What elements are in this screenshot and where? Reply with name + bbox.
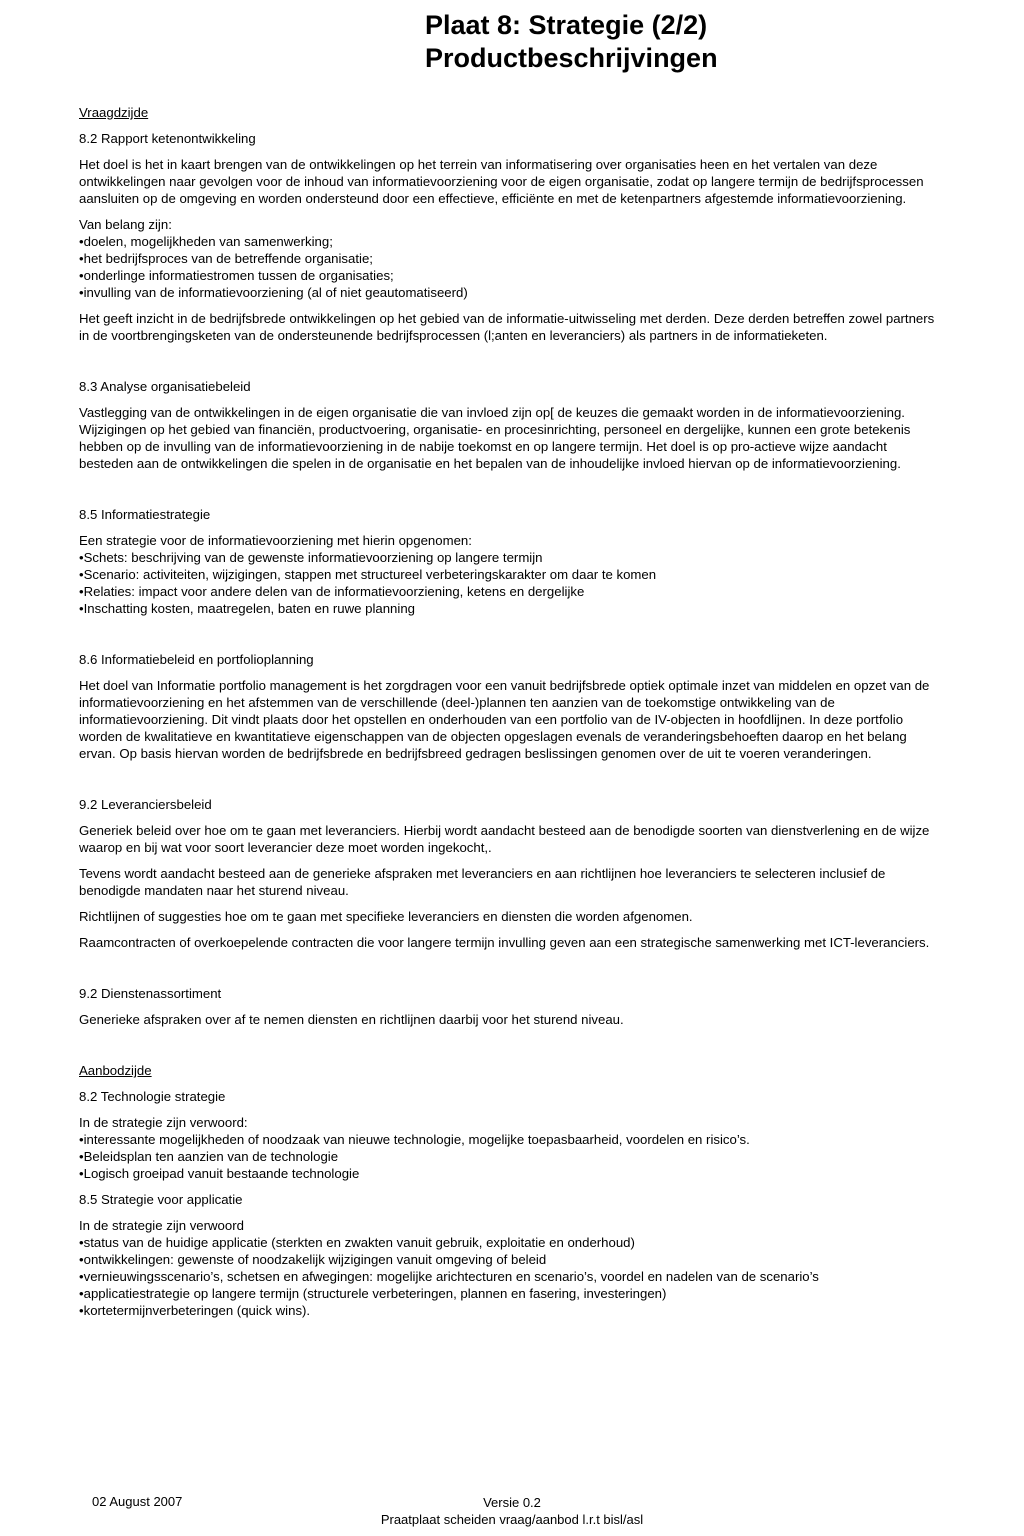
list-intro: Een strategie voor de informatievoorziening met hierin opgenomen: — [79, 533, 472, 548]
section-heading-vraagzijde: Vraagdzijde — [79, 105, 149, 120]
list-item: •Schets: beschrijving van de gewenste informatievoorziening op langere termijn — [79, 550, 543, 565]
paragraph: Richtlijnen of suggesties hoe om te gaan met specifieke leveranciers en diensten die worden afgenomen. — [79, 909, 693, 924]
section-title-8-6: 8.6 Informatiebeleid en portfolioplanning — [79, 652, 314, 667]
bullet-list — [79, 1114, 939, 1182]
list-item: •doelen, mogelijkheden van samenwerking; — [79, 234, 333, 249]
paragraph: Het doel van Informatie portfolio management is het zorgdragen voor een vanuit bedrijfsbrede optiek optimale inzet van middelen en opzet van de informatievoorziening en het afstemmen van de verschillende (deel-)plannen ten aanzien van de toekomstige ontwikkeling van de informatievoorziening. Dit vindt plaats door het opstellen en onderhouden van een portfolio van de IV-objecten in hoofdlijnen. In deze portfolio worden de kwalitatieve en kwantitatieve eigenschappen van de objecten opgeslagen evenals de veranderingsbehoeften daarop en het belang ervan. Op basis hiervan worden de bedrijfsbrede en bedrijfsbreed gedragen beslissingen genomen over de uit te voeren veranderingen. — [79, 678, 930, 761]
list-item: •invulling van de informatievoorziening (al of niet geautomatiseerd) — [79, 285, 468, 300]
list-item: •ontwikkelingen: gewenste of noodzakelijk wijzigingen vanuit omgeving of beleid — [79, 1252, 547, 1267]
list-item: •interessante mogelijkheden of noodzaak van nieuwe technologie, mogelijke toepasbaarheid, voordelen en risico’s. — [79, 1132, 750, 1147]
paragraph: Raamcontracten of overkoepelende contracten die voor langere termijn invulling geven aan een strategische samenwerking met ICT-leveranciers. — [79, 935, 930, 950]
list-intro: Van belang zijn: — [79, 217, 172, 232]
title-line-2: Productbeschrijvingen — [425, 43, 718, 73]
list-item: •applicatiestrategie op langere termijn (structurele verbeteringen, plannen en fasering, investeringen) — [79, 1286, 667, 1301]
footer-date: 02 August 2007 — [92, 1494, 183, 1509]
list-item: •vernieuwingsscenario’s, schetsen en afwegingen: mogelijke arichtecturen en scenario’s, voordel en nadelen van de scenario’s — [79, 1269, 819, 1284]
paragraph: Het geeft inzicht in de bedrijfsbrede ontwikkelingen op het gebied van de informatie-uitwisseling met derden. Deze derden betreffen zowel partners in de voortbrengingsketen van de ondersteunende bedrijfsprocessen (l;anten en leveranciers) als partners in de informatieketen. — [79, 311, 935, 343]
paragraph: Generiek beleid over hoe om te gaan met leveranciers. Hierbij wordt aandacht besteed aan de benodigde soorten van dienstverlening en de wijze waarop en bij wat voor soort leverancier deze moet worden ingekocht,. — [79, 823, 930, 855]
paragraph: Tevens wordt aandacht besteed aan de generieke afspraken met leveranciers en aan richtlijnen hoe leveranciers te selecteren inclusief de benodigde mandaten naar het sturend niveau. — [79, 866, 886, 898]
footer-info — [0, 1494, 1024, 1528]
bullet-list — [79, 1217, 939, 1319]
bullet-list — [79, 216, 939, 301]
section-title-8-5-informatiestrategie: 8.5 Informatiestrategie — [79, 507, 211, 522]
section-title-9-2-dienstenassortiment: 9.2 Dienstenassortiment — [79, 986, 222, 1001]
title-line-1: Plaat 8: Strategie (2/2) — [425, 10, 708, 40]
paragraph: Het doel is het in kaart brengen van de ontwikkelingen op het terrein van informatisering over organisaties heen en het vertalen van deze ontwikkelingen naar gevolgen voor de inhoud van informatievoorziening voor de eigen organisatie, zodat op langere termijn de bedrijfsprocessen aansluiten op de omgeving en worden ondersteund door een effectieve, efficiënte en met de ketenpartners afgestemde informatievoorziening. — [79, 157, 924, 206]
footer-subtitle: Praatplaat scheiden vraag/aanbod l.r.t bisl/asl — [380, 1512, 644, 1527]
section-title-8-5-applicatie: 8.5 Strategie voor applicatie — [79, 1192, 243, 1207]
bullet-list — [79, 532, 939, 617]
section-title-9-2-leveranciersbeleid: 9.2 Leveranciersbeleid — [79, 797, 212, 812]
list-intro: In de strategie zijn verwoord — [79, 1218, 244, 1233]
list-item: •Inschatting kosten, maatregelen, baten en ruwe planning — [79, 601, 415, 616]
paragraph: Vastlegging van de ontwikkelingen in de eigen organisatie die van invloed zijn op[ de keuzes die gemaakt worden in de informatievoorziening. Wijzigingen op het gebied van financiën, productvoering, organisatie- en procesinrichting, personeel en dergelijke, kunnen een grote betekenis hebben op de invulling van de informatievoorziening in de nabije toekomst en op langere termijn. Het doel is op pro-actieve wijze aandacht besteden aan de ontwikkelingen die spelen in de organisatie en het bepalen van de inhoudelijke invloed hiervan op de informatievoorziening. — [79, 405, 911, 471]
list-item: •onderlinge informatiestromen tussen de organisaties; — [79, 268, 394, 283]
page-title — [425, 9, 718, 75]
list-item: •Beleidsplan ten aanzien van de technologie — [79, 1149, 339, 1164]
section-heading-aanbodzijde: Aanbodzijde — [79, 1063, 152, 1078]
list-item: •Logisch groeipad vanuit bestaande technologie — [79, 1166, 360, 1181]
section-title-8-2-rapport: 8.2 Rapport ketenontwikkeling — [79, 131, 256, 146]
list-item: •kortetermijnverbeteringen (quick wins). — [79, 1303, 311, 1318]
list-item: •status van de huidige applicatie (sterkten en zwakten vanuit gebruik, exploitatie en onderhoud) — [79, 1235, 635, 1250]
list-item: •Relaties: impact voor andere delen van de informatievoorziening, ketens en dergelijke — [79, 584, 585, 599]
list-intro: In de strategie zijn verwoord: — [79, 1115, 248, 1130]
section-title-8-3: 8.3 Analyse organisatiebeleid — [79, 379, 251, 394]
footer-version: Versie 0.2 — [483, 1495, 541, 1510]
list-item: •het bedrijfsproces van de betreffende organisatie; — [79, 251, 373, 266]
document-body — [79, 104, 939, 1328]
list-item: •Scenario: activiteiten, wijzigingen, stappen met structureel verbeteringskarakter om daar te komen — [79, 567, 657, 582]
section-title-8-2-technologie: 8.2 Technologie strategie — [79, 1089, 226, 1104]
paragraph: Generieke afspraken over af te nemen diensten en richtlijnen daarbij voor het sturend niveau. — [79, 1012, 624, 1027]
